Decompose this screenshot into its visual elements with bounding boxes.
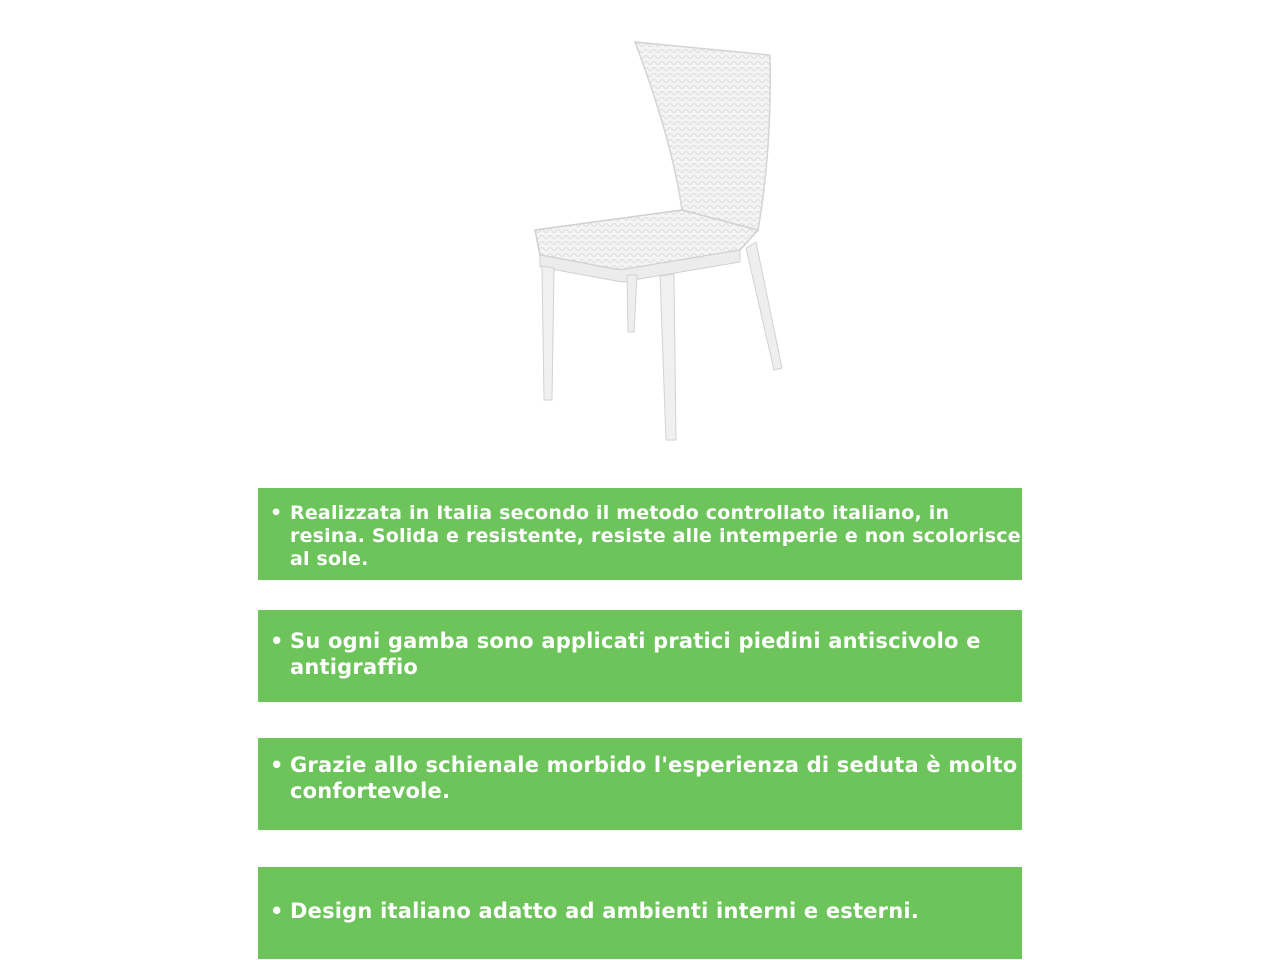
feature-text-line-2: confortevole. — [290, 779, 451, 803]
bullet-icon: • — [270, 502, 283, 524]
bullet-icon: • — [270, 753, 284, 777]
feature-list — [258, 898, 1022, 924]
feature-box-soft-backrest — [258, 738, 1022, 830]
feature-list — [258, 628, 1022, 680]
chair-product-image — [500, 30, 800, 450]
feature-item-soft-backrest — [270, 752, 1022, 804]
feature-list — [258, 752, 1022, 804]
feature-text: Su ogni gamba sono applicati pratici piedini antiscivolo e antigraffio — [290, 629, 981, 679]
feature-item-italian-design — [270, 898, 1022, 924]
feature-text: Design italiano adatto ad ambienti interni e esterni. — [290, 899, 919, 923]
bullet-icon: • — [270, 629, 284, 653]
feature-text-line-1: Grazie allo schienale morbido l'esperienza di seduta è molto — [290, 753, 1018, 777]
bullet-icon: • — [270, 899, 284, 923]
feature-item-anti-slip-feet — [270, 628, 1022, 680]
feature-box-anti-slip-feet — [258, 610, 1022, 702]
feature-box-made-in-italy — [258, 488, 1022, 580]
feature-text: Realizzata in Italia secondo il metodo controllato italiano, in resina. Solida e resistente, resiste alle intemperie e non scolorisce al sole. — [290, 502, 1021, 570]
feature-item-made-in-italy — [270, 502, 1022, 571]
feature-list — [258, 502, 1022, 571]
feature-box-italian-design — [258, 867, 1022, 959]
